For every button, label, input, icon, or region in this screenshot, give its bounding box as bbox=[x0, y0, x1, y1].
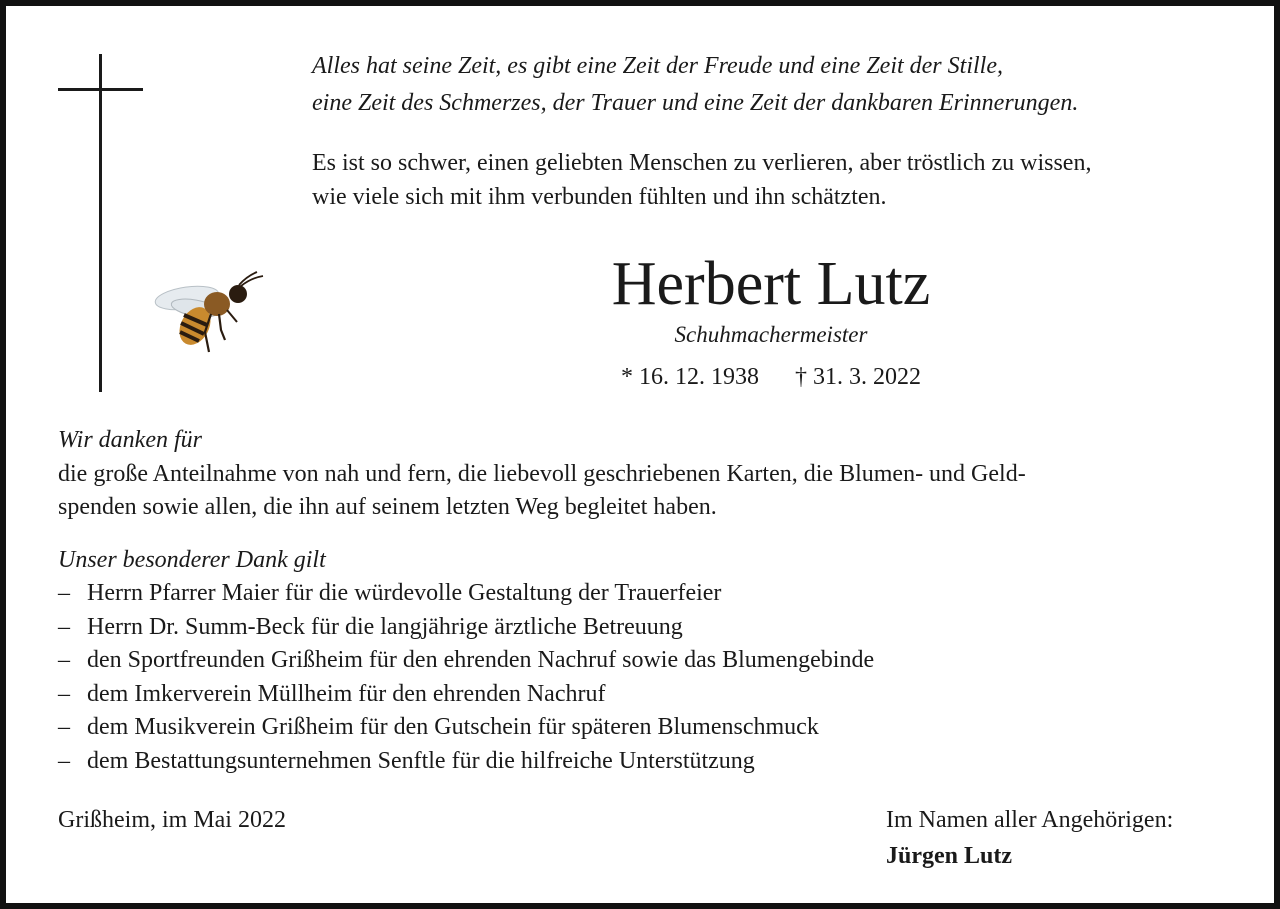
dash-bullet: – bbox=[58, 647, 70, 674]
list-item bbox=[58, 577, 874, 611]
list-item bbox=[58, 644, 874, 678]
list-item-text: dem Imkerverein Müllheim für den ehrenden Nachruf bbox=[87, 680, 606, 707]
list-item bbox=[58, 745, 874, 779]
quote-line: Alles hat seine Zeit, es gibt eine Zeit der Freude und eine Zeit der Stille, bbox=[312, 53, 1003, 79]
quote-line: eine Zeit des Schmerzes, der Trauer und eine Zeit der dankbaren Erinnerungen. bbox=[312, 90, 1079, 116]
list-item-text: dem Bestattungsunternehmen Senftle für die hilfreiche Unterstützung bbox=[87, 747, 755, 774]
deceased-name: Herbert Lutz bbox=[611, 250, 931, 318]
birth-date: * 16. 12. 1938 bbox=[621, 364, 759, 390]
list-item-text: Herrn Dr. Summ-Beck für die langjährige ärztliche Betreuung bbox=[87, 613, 683, 640]
intro-text bbox=[312, 146, 1252, 214]
dash-bullet: – bbox=[58, 714, 70, 741]
thanks-heading: Wir danken für bbox=[58, 427, 202, 453]
place-date: Grißheim, im Mai 2022 bbox=[58, 807, 286, 833]
dash-bullet: – bbox=[58, 613, 70, 640]
death-date: † 31. 3. 2022 bbox=[795, 364, 921, 390]
dash-bullet: – bbox=[58, 747, 70, 774]
intro-line: Es ist so schwer, einen geliebten Menschen zu verlieren, aber tröstlich zu wissen, bbox=[312, 150, 1092, 176]
list-item-text: den Sportfreunden Grißheim für den ehrenden Nachruf sowie das Blumengebinde bbox=[87, 647, 875, 674]
list-item-text: Herrn Pfarrer Maier für die würdevolle Gestaltung der Trauerfeier bbox=[87, 580, 722, 606]
bee-icon bbox=[151, 268, 271, 368]
signature-name: Jürgen Lutz bbox=[886, 843, 1012, 869]
special-thanks-list bbox=[58, 577, 874, 779]
dash-bullet: – bbox=[58, 580, 70, 606]
intro-line: wie viele sich mit ihm verbunden fühlten und ihn schätzten. bbox=[312, 184, 887, 210]
cross-icon bbox=[99, 54, 102, 392]
thanks-line: spenden sowie allen, die ihn auf seinem letzten Weg begleitet haben. bbox=[58, 494, 717, 520]
life-dates bbox=[506, 361, 1036, 393]
list-item-text: dem Musikverein Grißheim für den Gutschein für späteren Blumenschmuck bbox=[87, 714, 819, 741]
thanks-line: die große Anteilnahme von nah und fern, die liebevoll geschriebenen Karten, die Blumen- und Geld- bbox=[58, 461, 1026, 487]
list-item bbox=[58, 678, 874, 712]
thanks-text bbox=[58, 458, 1238, 524]
list-item bbox=[58, 611, 874, 645]
special-thanks-heading: Unser besonderer Dank gilt bbox=[58, 547, 326, 573]
deceased-profession: Schuhmachermeister bbox=[674, 322, 868, 347]
list-item bbox=[58, 711, 874, 745]
opening-quote bbox=[312, 48, 1252, 122]
signature-label: Im Namen aller Angehörigen: bbox=[886, 807, 1174, 833]
cross-icon-bar bbox=[58, 88, 143, 91]
dash-bullet: – bbox=[58, 680, 70, 707]
